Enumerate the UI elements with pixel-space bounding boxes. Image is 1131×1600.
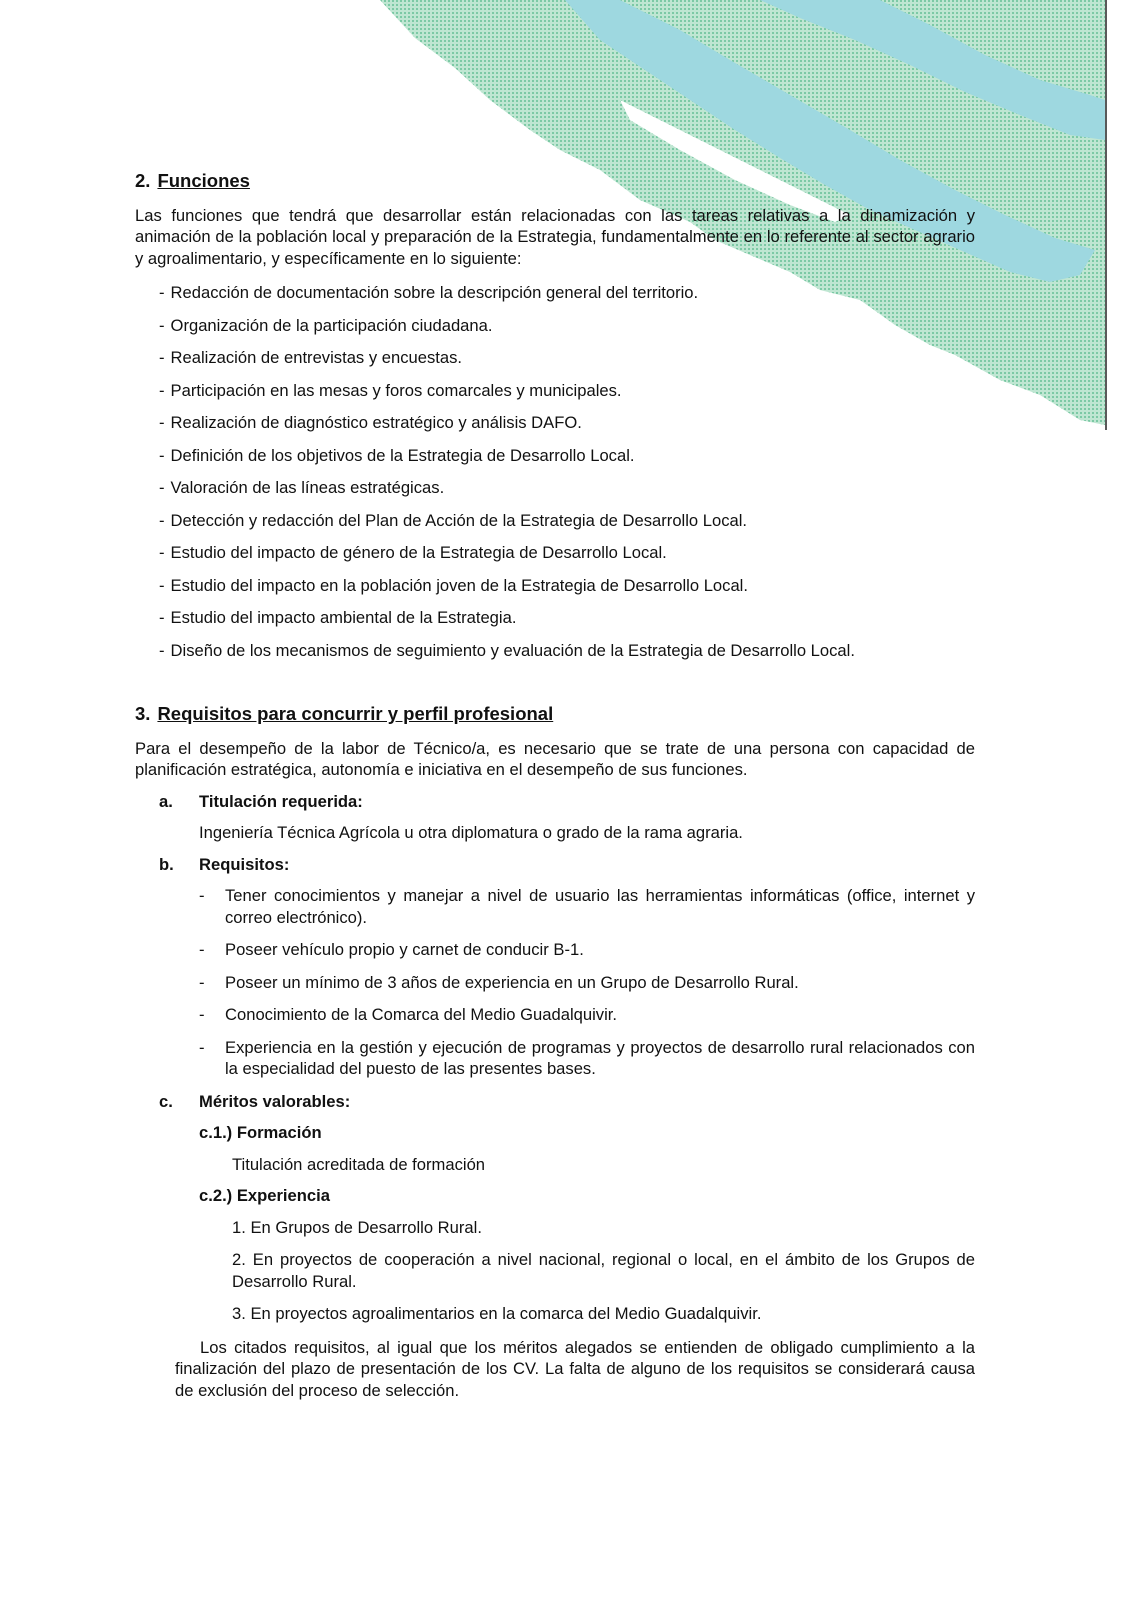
list-item: - Participación en las mesas y foros comarcales y municipales.	[159, 380, 622, 400]
section-title: Funciones	[157, 170, 250, 191]
subsection-heading: a. Titulación requerida:	[159, 791, 363, 811]
list-item: - Organización de la participación ciudadana.	[159, 315, 493, 335]
list-item: - Realización de entrevistas y encuestas.	[159, 348, 462, 367]
subsection-heading: b. Requisitos:	[159, 854, 290, 874]
list-item: - Realización de diagnóstico estratégico y análisis DAFO.	[159, 413, 582, 432]
section-heading	[135, 703, 975, 725]
list-item: - Diseño de los mecanismos de seguimiento y evaluación de la Estrategia de Desarrollo Local.	[159, 640, 855, 660]
list-item: - Definición de los objetivos de la Estrategia de Desarrollo Local.	[159, 445, 635, 465]
requirements-list	[199, 885, 975, 1080]
list-item: 1. En Grupos de Desarrollo Rural.	[232, 1217, 482, 1237]
document-body	[135, 170, 975, 1401]
closing-paragraph: Los citados requisitos, al igual que los méritos alegados se entienden de obligado cumplimiento a la finalización del plazo de presentación de los CV. La falta de alguno de los requisitos se considerará causa de exclusión del proceso de selección.	[175, 1337, 975, 1400]
experience-list	[232, 1217, 975, 1325]
subsection-requisitos	[135, 854, 975, 1080]
list-item: - Estudio del impacto en la población joven de la Estrategia de Desarrollo Local.	[159, 575, 748, 595]
section-intro: Para el desempeño de la labor de Técnico/a, es necesario que se trate de una persona con capacidad de planificación estratégica, autonomía e iniciativa en el desempeño de sus funciones.	[135, 738, 975, 779]
list-item: - Conocimiento de la Comarca del Medio Guadalquivir.	[199, 1005, 618, 1024]
list-item: - Poseer un mínimo de 3 años de experiencia en un Grupo de Desarrollo Rural.	[199, 972, 799, 992]
list-item: - Experiencia en la gestión y ejecución de programas y proyectos de desarrollo rural relacionados con la especialidad del puesto de las presentes bases.	[199, 1037, 975, 1078]
subsection-text: Ingeniería Técnica Agrícola u otra diplomatura o grado de la rama agraria.	[199, 823, 743, 842]
section-funciones	[135, 170, 975, 661]
list-item: - Poseer vehículo propio y carnet de conducir B-1.	[199, 940, 584, 959]
merit-formacion-heading: c.1.) Formación	[199, 1123, 322, 1142]
list-item: 2. En proyectos de cooperación a nivel nacional, regional o local, en el ámbito de los Grupos de Desarrollo Rural.	[232, 1250, 975, 1291]
list-item: - Detección y redacción del Plan de Acción de la Estrategia de Desarrollo Local.	[159, 510, 748, 530]
merit-experiencia-heading: c.2.) Experiencia	[199, 1186, 330, 1205]
section-title: Requisitos para concurrir y perfil profesional	[157, 703, 554, 724]
section-number: 3.	[135, 703, 151, 724]
subsection-titulacion	[135, 791, 975, 844]
list-item: - Estudio del impacto ambiental de la Estrategia.	[159, 608, 517, 627]
functions-list	[159, 282, 975, 661]
list-item: - Valoración de las líneas estratégicas.	[159, 478, 445, 497]
list-item: - Estudio del impacto de género de la Estrategia de Desarrollo Local.	[159, 543, 667, 562]
section-number: 2.	[135, 170, 151, 191]
list-item: - Tener conocimientos y manejar a nivel de usuario las herramientas informáticas (office, internet y correo electrónico).	[199, 886, 975, 927]
section-requisitos	[135, 703, 975, 1401]
section-heading	[135, 170, 975, 192]
section-intro: Las funciones que tendrá que desarrollar están relacionadas con las tareas relativas a la dinamización y animación de la población local y preparación de la Estrategia, fundamentalmente en lo referente al sector agrario y agroalimentario, y específicamente en lo siguiente:	[135, 205, 975, 268]
merit-formacion-text: Titulación acreditada de formación	[232, 1154, 486, 1174]
subsection-heading: c. Méritos valorables:	[159, 1091, 351, 1111]
list-item: 3. En proyectos agroalimentarios en la comarca del Medio Guadalquivir.	[232, 1304, 762, 1323]
list-item: - Redacción de documentación sobre la descripción general del territorio.	[159, 283, 699, 302]
subsection-meritos	[135, 1091, 975, 1325]
